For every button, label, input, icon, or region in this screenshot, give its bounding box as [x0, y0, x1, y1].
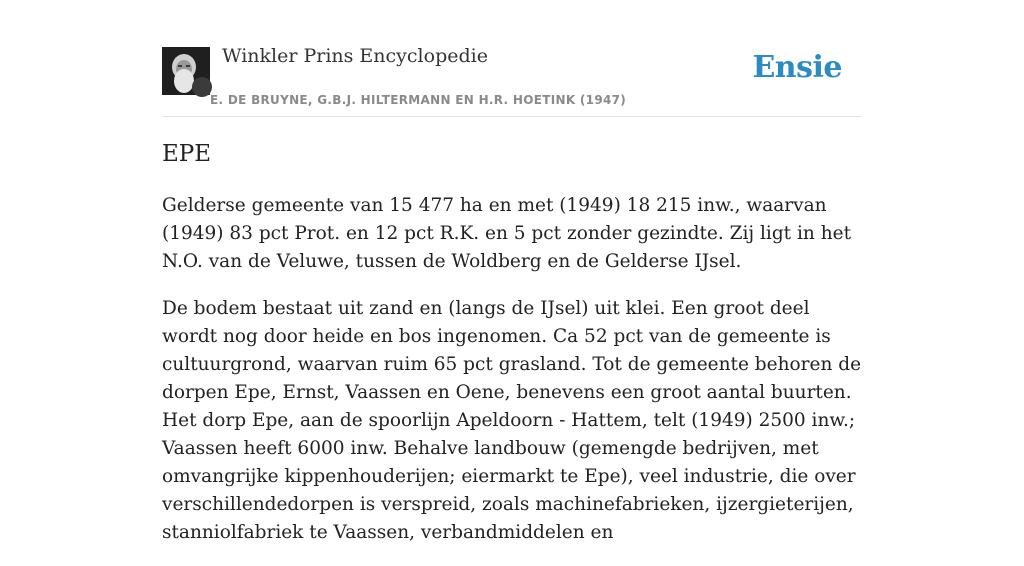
source-header	[162, 0, 862, 117]
source-authors: E. DE BRUYNE, G.B.J. HILTERMANN EN H.R. HOETINK (1947)	[210, 93, 627, 107]
ensie-logo-link[interactable]: Ensie	[752, 50, 842, 85]
article-title: EPE	[162, 141, 212, 167]
portrait-image	[162, 47, 210, 95]
article-body	[162, 192, 862, 566]
article-paragraph: De bodem bestaat uit zand en (langs de IJsel) uit klei. Een groot deel wordt nog door heide en bos ingenomen. Ca 52 pct van de gemeente is cultuurgrond, waarvan ruim 65 pct grasland. Tot de gemeente behoren de dorpen Epe, Ernst, Vaassen en Oene, benevens een groot aantal buurten. Het dorp Epe, aan de spoorlijn Apeldoorn - Hattem, telt (1949) 2500 inw.; Vaassen heeft 6000 inw. Behalve landbouw (gemengde bedrijven, met omvangrijke kippenhouderijen; eiermarkt te Epe), veel industrie, die over verschillendedorpen is verspreid, zoals machinefabrieken, ijzergieterijen, stanniolfabriek te Vaassen, verbandmiddelen en	[162, 298, 862, 543]
source-title[interactable]: Winkler Prins Encyclopedie	[222, 45, 488, 67]
author-portrait-avatar[interactable]	[162, 47, 210, 95]
article-paragraph: Gelderse gemeente van 15 477 ha en met (1949) 18 215 inw., waarvan (1949) 83 pct Prot. en 12 pct R.K. en 5 pct zonder gezindte. Zij ligt in het N.O. van de Veluwe, tussen de Woldberg en de Gelderse IJsel.	[162, 195, 852, 272]
